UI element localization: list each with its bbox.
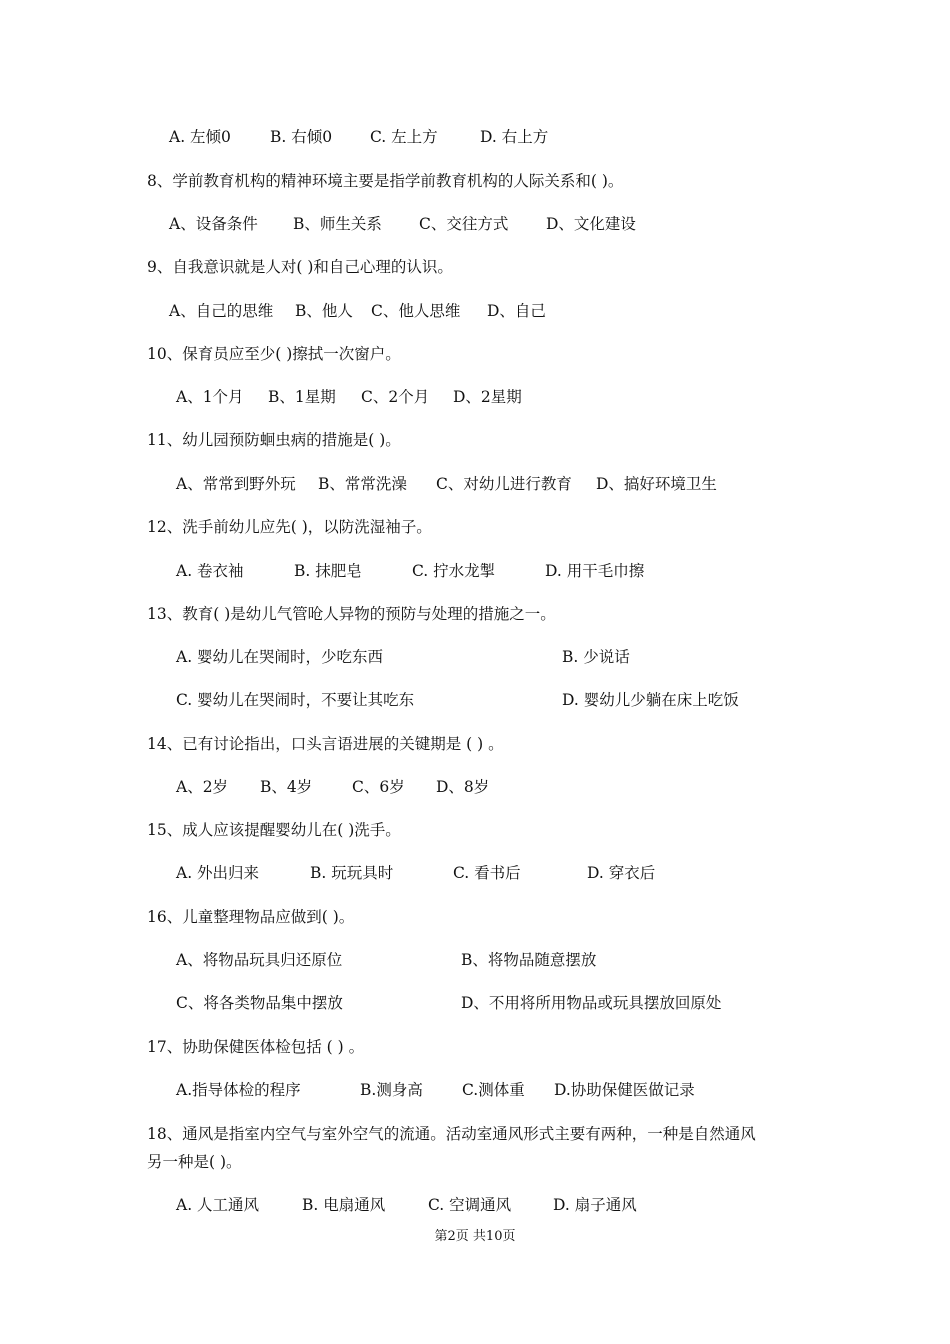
option: D.协助保健医做记录	[554, 1081, 695, 1099]
option: A. 婴幼儿在哭闹时，少吃东西	[176, 648, 384, 666]
option: C、2个月	[361, 388, 430, 406]
option: B、将物品随意摆放	[461, 951, 597, 969]
option: D、不用将所用物品或玩具摆放回原处	[461, 994, 722, 1012]
option: C、对幼儿进行教育	[436, 475, 572, 493]
question-text: 8、学前教育机构的精神环境主要是指学前教育机构的人际关系和( )。	[147, 172, 624, 190]
question-text: 11、幼儿园预防蛔虫病的措施是( )。	[147, 431, 401, 449]
question-text: 13、教育( )是幼儿气管呛人异物的预防与处理的措施之一。	[147, 605, 556, 623]
option: A、自己的思维	[169, 302, 274, 320]
page-footer: 第2页 共10页	[434, 1229, 516, 1244]
question-text: 9、自我意识就是人对( )和自己心理的认识。	[147, 258, 453, 276]
option: B. 玩玩具时	[310, 864, 394, 882]
option: A. 人工通风	[176, 1196, 260, 1214]
option: B.测身高	[360, 1081, 423, 1099]
option: B、4岁	[260, 778, 313, 796]
option: C、6岁	[352, 778, 405, 796]
option: D. 用干毛巾擦	[545, 562, 645, 580]
option: D. 穿衣后	[587, 864, 656, 882]
option: B. 右倾0	[270, 128, 333, 146]
option: D、自己	[487, 302, 546, 320]
option: B. 电扇通风	[302, 1196, 386, 1214]
option: D、搞好环境卫生	[596, 475, 717, 493]
option: C、交往方式	[419, 215, 509, 233]
question-text: 14、已有讨论指出，口头言语进展的关键期是 ( ) 。	[147, 735, 504, 753]
option: C、他人思维	[371, 302, 461, 320]
option: C.测体重	[462, 1081, 525, 1099]
option: C. 左上方	[370, 128, 438, 146]
option: A、常常到野外玩	[176, 475, 296, 493]
question-text: 15、成人应该提醒婴幼儿在( )洗手。	[147, 821, 401, 839]
option: C. 婴幼儿在哭闹时，不要让其吃东	[176, 691, 415, 709]
question-text: 17、协助保健医体检包括 ( ) 。	[147, 1038, 365, 1056]
option: C. 拧水龙掣	[412, 562, 496, 580]
option: A. 外出归来	[176, 864, 260, 882]
question-text: 16、儿童整理物品应做到( )。	[147, 908, 355, 926]
option: A. 左倾0	[169, 128, 231, 146]
option: B、师生关系	[293, 215, 382, 233]
option: D. 婴幼儿少躺在床上吃饭	[562, 691, 739, 709]
option: B、1星期	[268, 388, 336, 406]
option: B、常常洗澡	[318, 475, 407, 493]
option: D. 扇子通风	[553, 1196, 637, 1214]
option: B. 抹肥皂	[294, 562, 362, 580]
option: C. 空调通风	[428, 1196, 512, 1214]
option: D、2星期	[453, 388, 522, 406]
option: A、2岁	[176, 778, 229, 796]
option: B. 少说话	[562, 648, 630, 666]
option: D. 右上方	[480, 128, 549, 146]
option: D、文化建设	[546, 215, 636, 233]
option: B、他人	[295, 302, 353, 320]
question-text: 12、洗手前幼儿应先( )，以防洗湿袖子。	[147, 518, 432, 536]
option: C. 看书后	[453, 864, 521, 882]
question-text: 18、通风是指室内空气与室外空气的流通。活动室通风形式主要有两种，一种是自然通风	[147, 1125, 756, 1143]
option: A、设备条件	[169, 215, 258, 233]
option: D、8岁	[436, 778, 490, 796]
option: A、将物品玩具归还原位	[176, 951, 343, 969]
option: A、1个月	[176, 388, 244, 406]
option: C、将各类物品集中摆放	[176, 994, 343, 1012]
option: A. 卷衣袖	[176, 562, 244, 580]
question-text: 10、保育员应至少( )擦拭一次窗户。	[147, 345, 401, 363]
option: A.指导体检的程序	[176, 1081, 301, 1099]
question-text-continued: 另一种是( )。	[147, 1153, 242, 1171]
